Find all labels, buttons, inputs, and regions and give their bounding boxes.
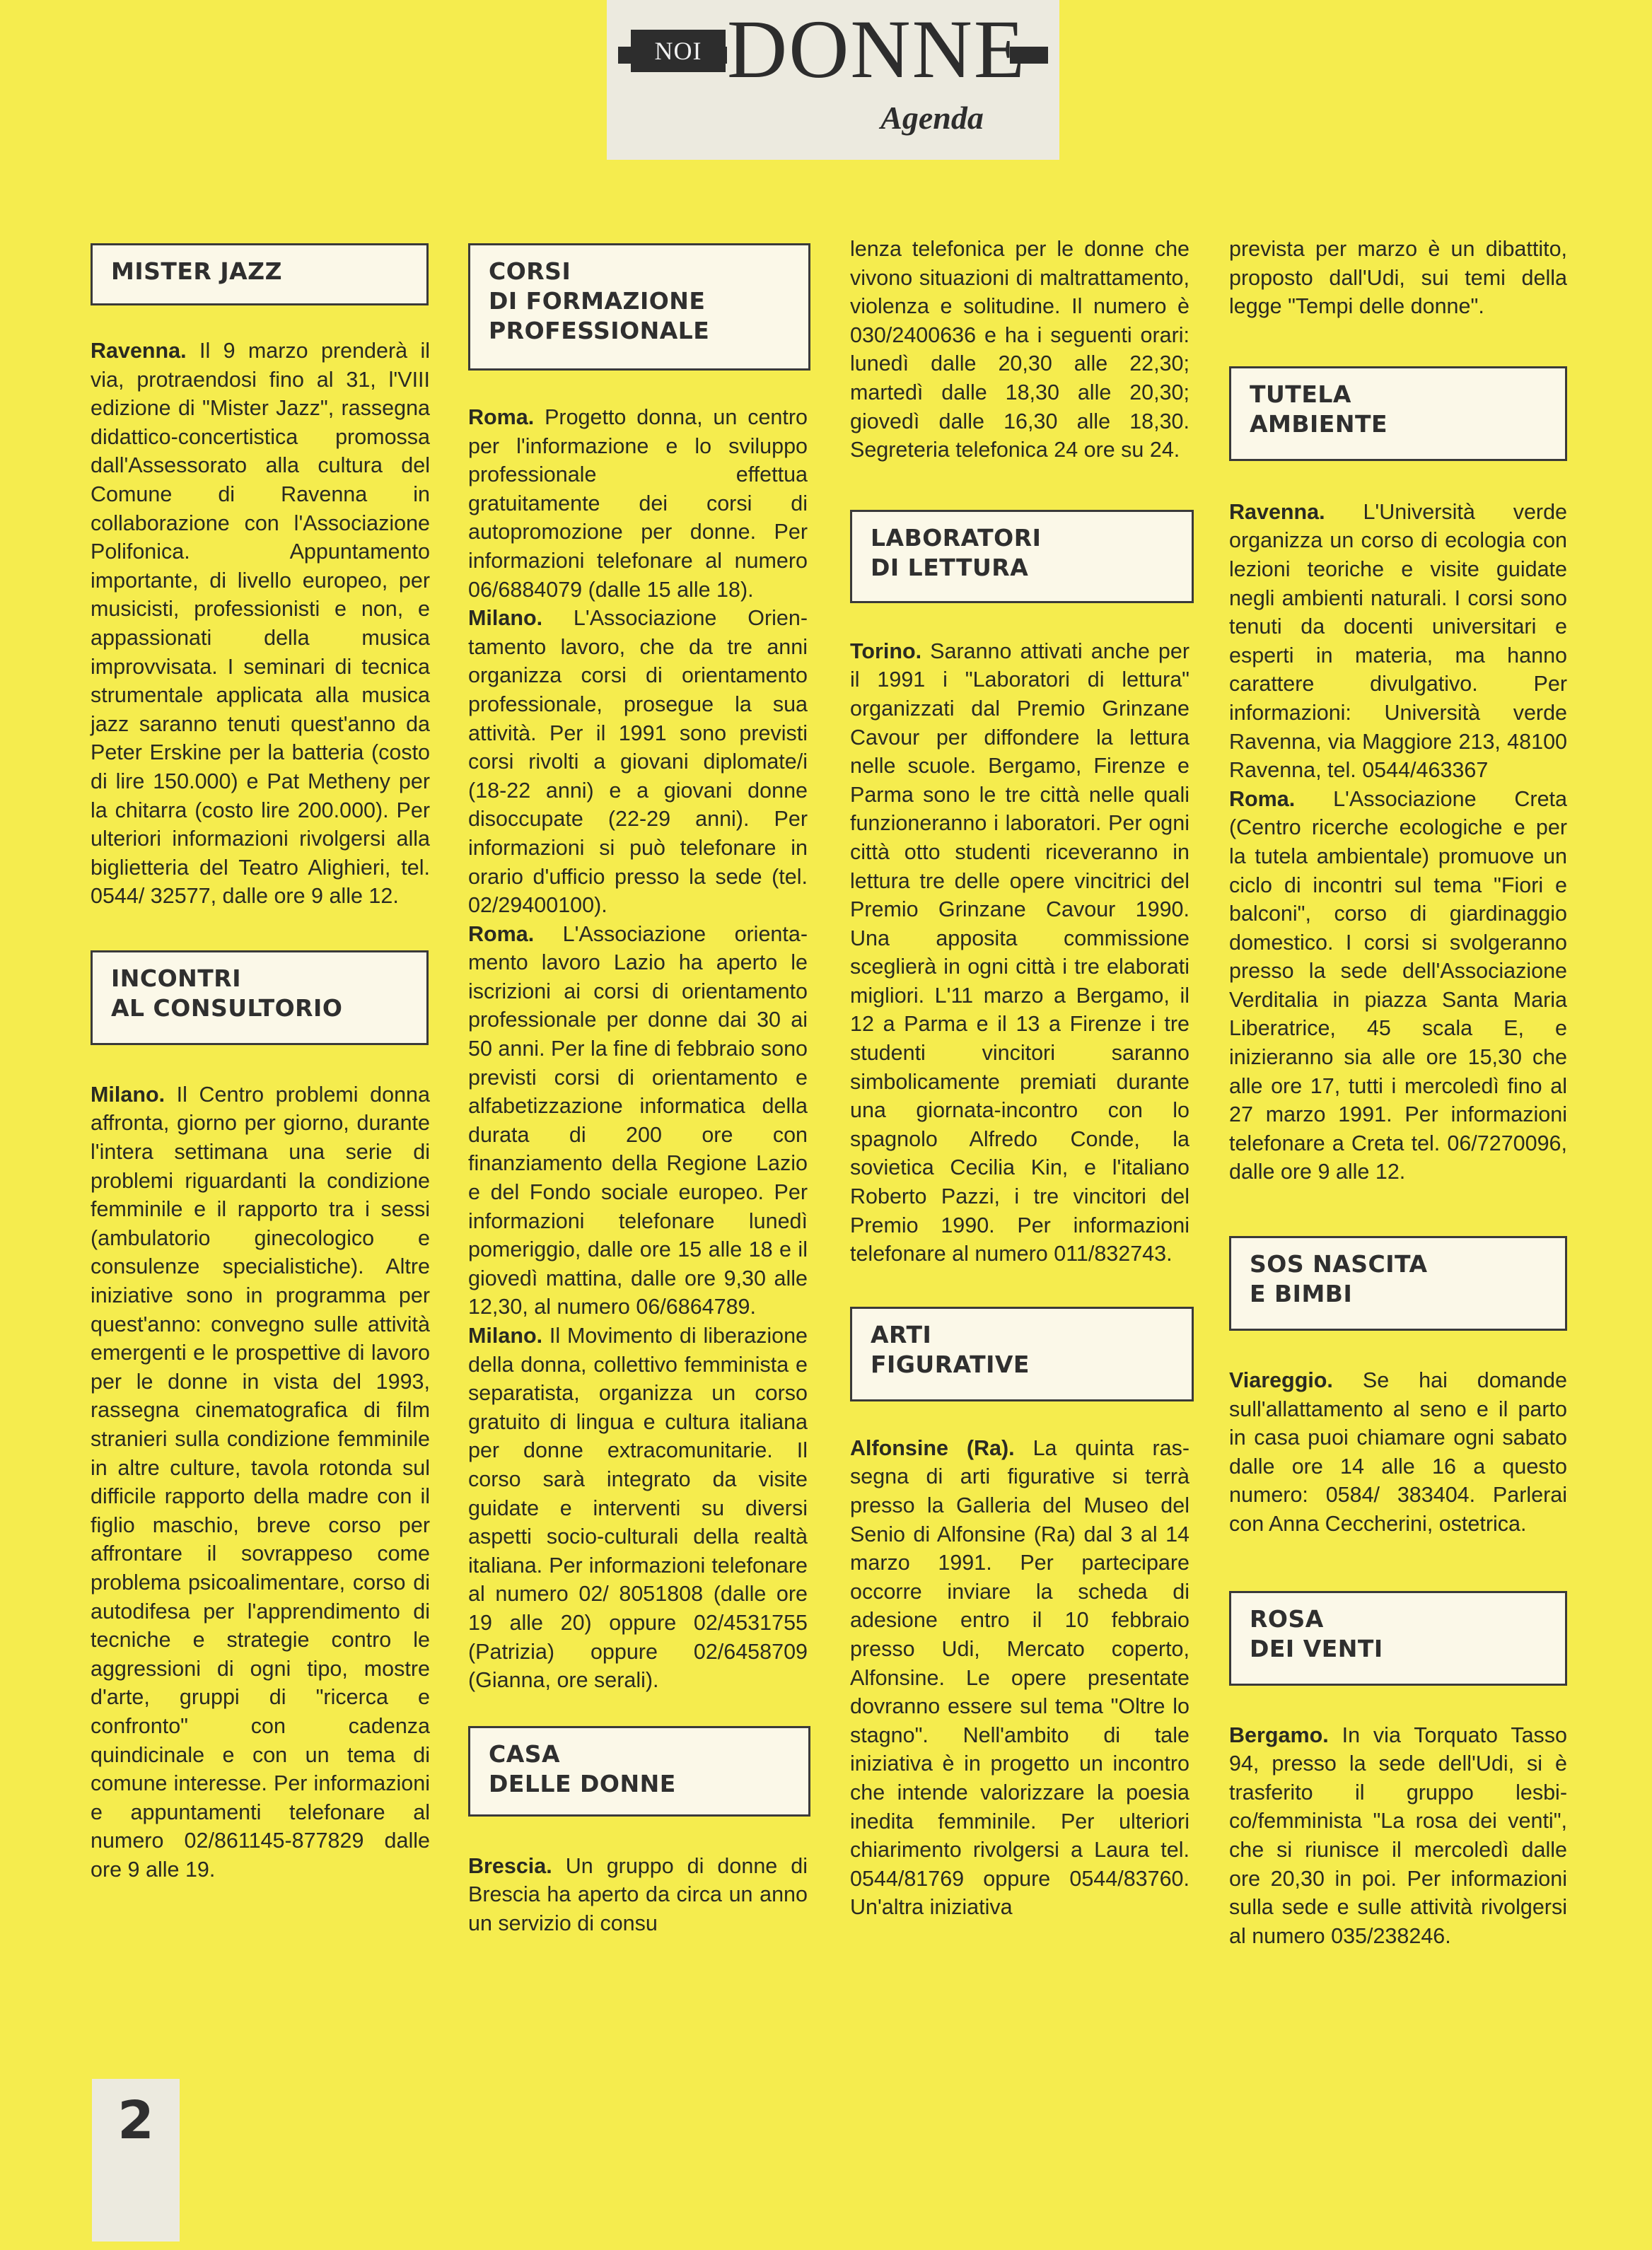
article-tutela-roma: Roma. L'Associazione Creta (Centro ricerche ecologiche e per la tutela ambientale) promuove un ciclo di incontri sul tema "Fiori e balconi", corso di giardinaggio domestico. I corsi si svolgeranno presso la sede dell'Associazione Verditalia in piazza Santa Maria Liberatrice, 45 scala E, e inizieranno sia alle ore 15,30 che alle ore 17, tutti i mercoledì fino al 27 marzo 1991. Per informazioni telefonare a Creta tel. 06/7270096, dalle ore 9 alle 12. [1229, 786, 1567, 1184]
article-casa-continued: lenza telefonica per le donne che vivono situazioni di maltrattamento, violenza e solitudine. Il numero è 030/2400636 e ha i seguenti orari: lunedì dalle 20,30 alle 22,30; martedì dalle 18,30 alle 20,30; giovedì dalle 16,30 alle 18,30. Segreteria telefonica 24 ore su 24. [850, 237, 1189, 462]
article-corsi-milano-2: Milano. Il Movimento di liberazione della donna, collettivo femminista e separatista, organizza un corso gratuito di lingua e cultura italiana per donne extracomunitarie. Il corso sarà integrato da visite guidate e interventi su diversi aspetti socio-culturali della realtà italiana. Per informazioni telefonare al numero 02/ 8051808 (dalle ore 19 alle 20) oppure 02/4531755 (Patrizia) oppure 02/6458709 (Gianna, ore serali). [468, 1324, 808, 1693]
article-casa: Brescia. Un gruppo di donne di Brescia ha aperto da circa un anno un servizio di consu [468, 1853, 808, 1935]
article-corsi-roma-2: Roma. L'Associazione orientamento lavoro Lazio ha aperto le iscrizioni ai corsi di orientamento professionale per donne dai 30 ai 50 anni. Per la fine di febbraio sono previsti corsi di orientamento e alfabetizzazione informatica della durata di 200 ore con finanziamento della Regione Lazio e del Fondo sociale europeo. Per informazioni telefonare lunedì pomeriggio, dalle ore 15 alle 18 e il giovedì mattina, dalle ore 9,30 alle 12,30, al numero 06/6864789. [468, 921, 808, 1319]
article-corsi-roma-1: Roma. Progetto donna, un centro per l'informazione e lo sviluppo professionale effettua gratuitamente dei corsi di autopromozione per donne. Per informazioni telefonare al numero 06/6884079 (dalle 15 alle 18). [468, 405, 808, 602]
article-arti-continued: prevista per marzo è un dibattito, proposto dall'Udi, sui temi della legge "Tempi delle donne". [1229, 237, 1567, 319]
article-arti: Alfonsine (Ra). La quinta rassegna di arti figurative si terrà presso la Galleria del Museo del Senio di Alfonsine (Ra) dal 3 al 14 marzo 1991. Per partecipare occorre inviare la scheda di adesione entro il 10 febbraio presso Udi, Mercato coperto, Alfonsine. Le opere presentate dovranno essere sul tema "Oltre lo stagno". Nell'ambito di tale iniziativa è in progetto un incontro che intende valorizzare la poesia inedita femminile. Per ulteriori chiarimento rivolgersi a Laura tel. 0544/81769 oppure 0544/83760. Un'altra iniziativa [850, 1435, 1189, 1920]
magazine-title: DONNE [727, 3, 1026, 95]
article-laboratori: Torino. Saranno attivati anche per il 1991 i "Laboratori di lettura" organizzati dal Premio Grinzane Cavour per diffondere la lettura nelle scuole. Bergamo, Firenze e Parma sono le tre città nelle quali funzioneranno i laboratori. Per ogni città otto studenti riceveranno in lettura tre delle opere vincitrici del Premio Grinzane Cavour 1990. Una apposita commissione sceglierà in ogni città i tre elaborati migliori. L'11 marzo a Bergamo, il 12 a Parma e il 13 a Firenze i tre studenti vincitori saranno simbolicamente premiati durante una giornata-incontro con lo spagnolo Alfredo Conde, la sovietica Cecilia Kin, e l'italiano Roberto Pazzi, i tre vincitori del Premio 1990. Per informazioni telefonare al numero 011/832743. [850, 639, 1189, 1266]
masthead [607, 0, 1059, 160]
heading-corsi: CORSI DI FORMAZIONE PROFESSIONALE [468, 243, 810, 371]
heading-laboratori: LABORATORI DI LETTURA [850, 510, 1194, 603]
column-3 [850, 235, 1189, 1922]
heading-incontri: INCONTRI AL CONSULTORIO [91, 950, 429, 1045]
page-number-tab [92, 2079, 180, 2242]
article-rosa: Bergamo. In via Torquato Tasso 94, presso la sede dell'Udi, si è trasferito il gruppo lesbico/femminista "La rosa dei venti", che si riunisce il mercoledì dalle ore 20,30 in poi. Per informazioni sulla sede e sulle attività rivolgersi al numero 035/238246. [1229, 1723, 1567, 1948]
heading-casa: CASA DELLE DONNE [468, 1726, 810, 1817]
column-4 [1229, 235, 1567, 1950]
section-title: Agenda [880, 100, 984, 136]
article-sos: Viareggio. Se hai domande sull'allattamento al seno e il parto in casa puoi chiamare ogni sabato dalle ore 14 alle 16 a questo numero: 0584/ 383404. Parlerai con Anna Ceccherini, ostetrica. [1229, 1368, 1567, 1536]
article-incontri: Milano. Il Centro problemi donna affronta, giorno per giorno, durante l'intera settimana una serie di problemi riguardanti la condizione femminile e il rapporto tra i sessi (ambulatorio ginecologico e consulenze specialistiche). Altre iniziative sono in programma per quest'anno: convegno sulle attività emergenti e le prospettive di lavoro per le donne in vista del 1993, rassegna cinematografica di film stranieri sulla condizione femminile in altre culture, tavola rotonda sul difficile rapporto della madre con il figlio maschio, breve corso per affrontare il sovrappeso come problema psicoalimentare, corso di autodifesa per l'apprendimento di tecniche e strategie contro le aggressioni di ogni tipo, mostre d'arte, gruppi di "ricerca e confronto" con cadenza quindicinale e con un tema di comune interesse. Per informazioni e appuntamenti telefonare al numero 02/861145-877829 dalle ore 9 alle 19. [91, 1082, 430, 1882]
heading-mister-jazz: MISTER JAZZ [91, 243, 429, 305]
heading-rosa: ROSA DEI VENTI [1229, 1591, 1567, 1686]
heading-tutela: TUTELA AMBIENTE [1229, 366, 1567, 461]
heading-sos: SOS NASCITA E BIMBI [1229, 1236, 1567, 1331]
article-tutela-ravenna: Ravenna. L'Università verde organizza un corso di ecologia con lezioni teoriche e visite guidate negli ambienti naturali. I corsi sono tenuti da docenti universitari e esperti in materia, ma hanno carattere divulgativo. Per informazioni: Università verde Ravenna, via Maggiore 213, 48100 Ravenna, tel. 0544/463367 [1229, 499, 1567, 783]
page-number: 2 [117, 2090, 154, 2151]
column-2 [468, 243, 808, 1938]
column-1 [91, 243, 430, 1884]
heading-arti: ARTI FIGURATIVE [850, 1307, 1194, 1401]
article-corsi-milano-1: Milano. L'Associazione Orientamento lavoro, che da tre anni organizza corsi di orientamento professionale, prosegue la sua attività. Per il 1991 sono previsti corsi rivolti a giovani diplomate/i (18-22 anni) e a giovani donne disoccupate (22-29 anni). Per informazioni si può telefonare in orario d'ufficio presso la sede (tel. 02/29400100). [468, 606, 808, 918]
article-mister-jazz: Ravenna. Il 9 marzo prenderà il via, protraendosi fino al 31, l'VIII edizione di "Mister Jazz", rassegna didattico-concertistica promossa dall'Assessorato alla cultura del Comune di Ravenna in collaborazione con l'Associazione Polifonica. Appuntamento importante, di livello europeo, per musicisti, professionisti e non, e appassionati della musica improvvisata. I seminari di tecnica strumentale applicata alla musica jazz saranno tenuti quest'anno da Peter Erskine per la batteria (costo di lire 150.000) e Pat Metheny per la chitarra (costo lire 200.000). Per ulteriori informazioni rivolgersi alla biglietteria del Teatro Alighieri, tel. 0544/ 32577, dalle ore 9 alle 12. [91, 339, 430, 909]
masthead-noi: NOI [631, 30, 726, 72]
